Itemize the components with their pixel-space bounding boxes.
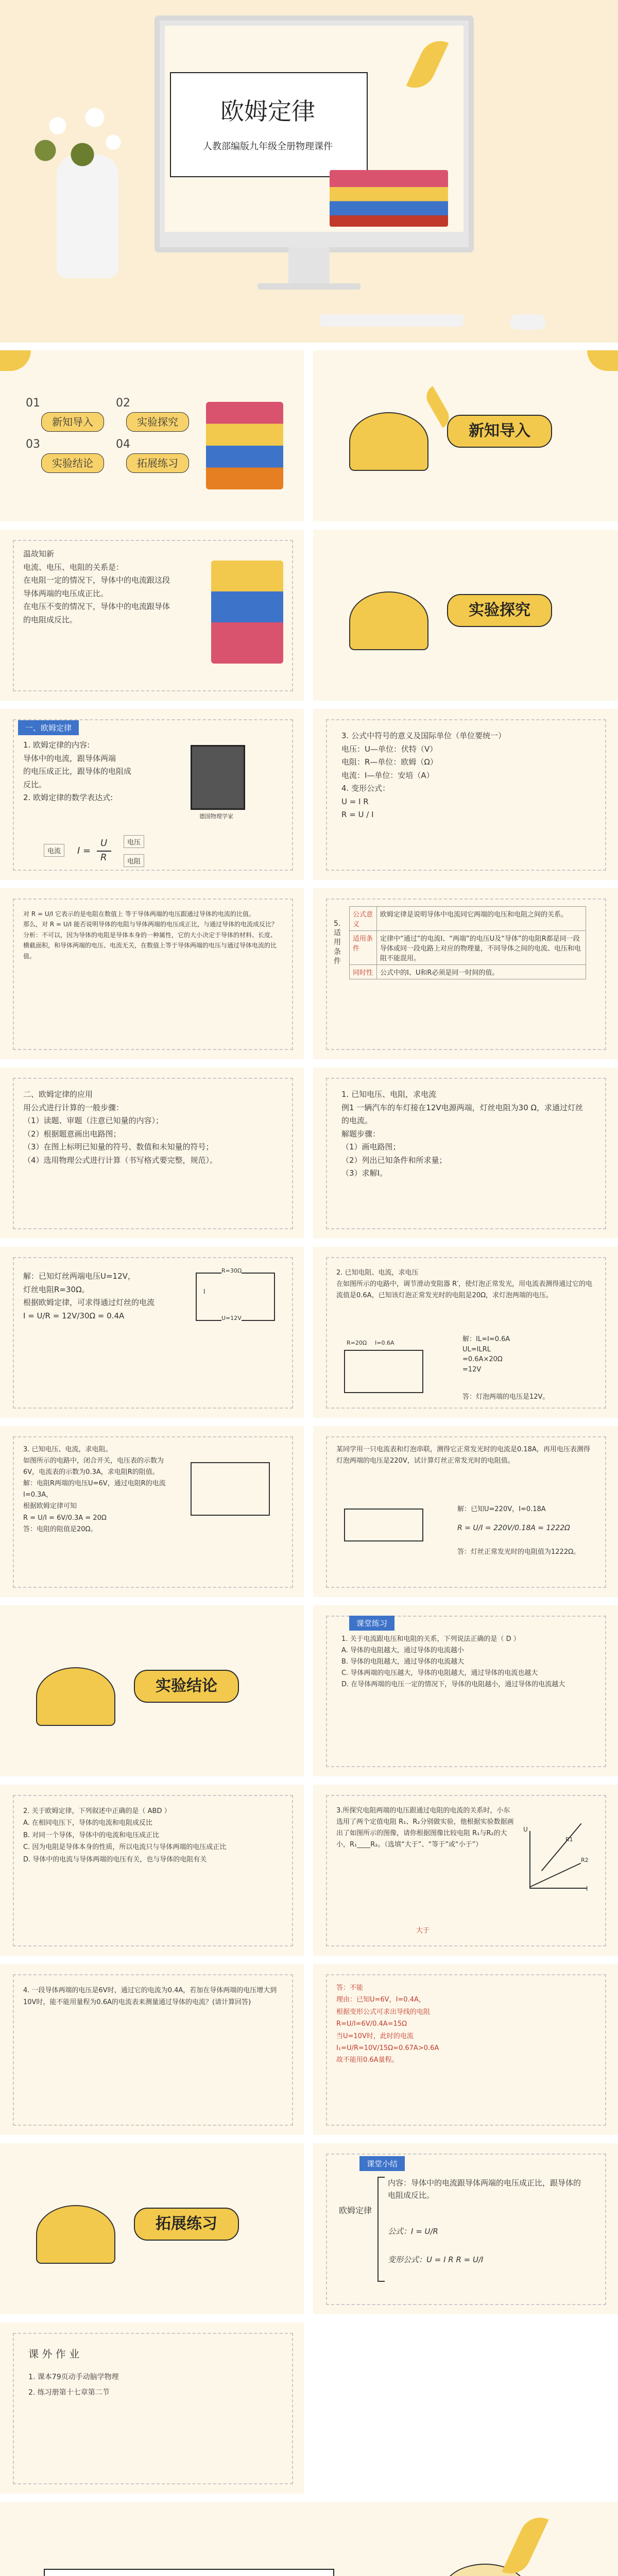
toc-item-3[interactable]: 实验结论 [41,453,104,473]
example1-solution-slide [0,1247,304,1418]
graph-label-r1: R1 [565,1836,573,1843]
label-resistance: 电阻 [124,854,144,867]
formula-bar [97,851,111,852]
quiz1-text: 1. 关于电流跟电压和电阻的关系，下列说法正确的是（ D ） A. 导体的电阻越大，通过导体的电流越小 B. 导体的电阻越大，通过导体的电流越大 C. 导体两端的电压越大，导体的电阻越大，通过导体的电流也越大 D. 在导体两端的电压一定的情况下，导体的电阻越小，通过导体的电流越大 [341,1635,565,1689]
table-row: 同时性 公式中的I、U和R必须是同一时间的值。 [350,965,586,979]
corner-accent [587,350,618,371]
applicable-side-label: 5. 适用条件 [334,920,341,965]
ending-title-box [44,2569,334,2576]
example2-text: 2. 已知电阻、电流，求电压 在如图所示的电路中，调节滑动变阻器 R′，使灯泡正常发光，用电流表测得通过它的电流值是0.6A，已知该灯泡正常发光时的电阻是20Ω，求灯泡两端的电压。 [336,1269,593,1300]
toc-slide [0,350,304,521]
quill-icon [502,2511,548,2576]
summary-tab: 课堂小结 [359,2156,405,2171]
toc-num-3: 03 [26,438,40,451]
formula-meaning-slide [0,888,304,1059]
law-text: 1. 欧姆定律的内容: 导体中的电流，跟导体两端 的电压成正比，跟导体的电阻成 反比。 2. 欧姆定律的数学表达式: [23,740,132,802]
open-book-icon [349,591,428,650]
lamp-calc: 解：已知U=220V，I=0.18A [457,1505,546,1513]
toc-item-2[interactable]: 实验探究 [126,412,189,432]
section-title-intro: 新知导入 [447,415,552,448]
meaning-text: 对 R = U/I 它表示的是电阻在数值上 等于导体两端的电压跟通过导体的电流的比值。 那么，对 R = U/I 能否说明导体的电阻与导体两端的电压成正比，与通过导体的电流成反比？ 分析：不可以，因为导体的电阻是导体本身的一种属性，它的大小决定于导体的材料、长度、横截面积，和导体两端的电压、电流无关，在数值上等于导体两端的电压与通过导体电流的比值。 [23,910,278,960]
lamp-text: 某同学用一只电流表和灯泡串联，测得它正常发光时的电流是0.18A，再用电压表测得灯泡两端的电压是220V，试计算灯丝正常发光时的电阻值。 [336,1446,590,1465]
ui-graph [529,1831,587,1889]
graph-axis-i: I [586,1885,588,1892]
summary-bracket [377,2177,385,2282]
summary-row: 内容：导体中的电流跟导体两端的电压成正比，跟导体的电阻成反比。 [388,2178,581,2200]
label-current: 电流 [44,844,64,857]
solution-text: 解：已知灯丝两端电压U=12V， 灯丝电阻R=30Ω。 根据欧姆定律，可求得通过灯丝的电流 I = U/R = 12V/30Ω = 0.4A [23,1272,155,1320]
homework-item-1: 1. 课本79页动手动脑学物理 [28,2373,119,2381]
section-title-explore: 实验探究 [447,594,552,627]
circuit-diagram [344,1350,423,1393]
table-row: 公式意义 欧姆定律是说明导体中电流同它两端的电压和电阻之间的关系。 [350,907,586,931]
graph-label-r2: R2 [581,1857,589,1863]
units-slide [313,709,618,880]
book-illustration [206,402,283,489]
toc-num-2: 02 [116,397,130,410]
circuit-i-label: I [203,1288,205,1295]
circuit-r-label: R=20Ω [347,1340,367,1346]
review-text: 温故知新 电流、电压、电阻的关系是： 在电阻一定的情况下，导体中的电流跟这段 导体两端的电压成正比。 在电压不变的情况下，导体中的电流跟导体 的电阻成反比。 [23,549,170,624]
homework-item-2: 2. 练习册第十七章第二节 [28,2388,110,2397]
exercise-lamp-slide [313,1426,618,1597]
summary-slide [313,2143,618,2314]
circuit-i-label: I=0.6A [375,1340,394,1346]
circuit-diagram [196,1273,275,1321]
corner-accent [0,350,31,371]
table-row: 适用条件 定律中“通过”的电流I、“两端”的电压U及“导体”的电阻R都是同一段导体或同一段电路上对应的物理量，不同导体之间的电流、电压和电阻不能混用。 [350,931,586,965]
units-text: 3. 公式中符号的意义及国际单位（单位要统一） 电压：U—单位：伏特（V） 电阻：R—单位：欧姆（Ω） 电流：I—单位：安培（A） 4. 变形公式： U = I R R = U / I [341,731,506,819]
example1-slide [313,1067,618,1239]
lamp-formula: R = U/I = 220V/0.18A ≈ 1222Ω [457,1524,570,1532]
graph-axis-u: U [523,1826,528,1833]
open-book-icon [349,412,428,471]
formula-u: U [100,838,108,849]
mouse [510,314,546,330]
practice-section-slide [0,2143,304,2314]
toc-item-1[interactable]: 新知导入 [41,412,104,432]
quiz4-answer-slide [313,1964,618,2135]
example2-slide [313,1247,618,1418]
quiz-tab: 课堂练习 [349,1616,394,1631]
quiz2-slide [0,1785,304,1956]
book-illustration [211,561,283,664]
book-stack [330,170,448,227]
lamp-answer: 答：灯丝正常发光时的电阻值为1222Ω。 [457,1548,580,1556]
quiz3-text: 3.所探究电阻两端的电压跟通过电阻的电流的关系时，小东选用了两个定值电阻 R₁、R₂分别做实验，他根据实验数据画出了如图所示的图像，请你根据图像比较电阻 R₁与R₂的大小，R₁____R₂。（选填“大于”、“等于”或“小于”） [336,1807,514,1849]
formula-i: I = [77,845,91,856]
flowers [21,93,144,175]
steps-text: 二、欧姆定律的应用 用公式进行计算的一般步骤： （1）读题、审题（注意已知量的内容）； （2）根据题意画出电路图； （3）在图上标明已知量的符号、数值和未知量的符号； （4）选用物理公式进行计算（书写格式要完整，规范）。 [23,1090,218,1165]
portrait-caption: 德国物理学家 [199,813,233,820]
circuit-diagram [344,1509,423,1541]
circuit-r-label: R=30Ω [221,1267,242,1274]
applicable-slide [313,888,618,1059]
law-slide [0,709,304,880]
answer-text: 答：灯泡两端的电压是12V。 [462,1393,550,1401]
quiz4-text: 4. 一段导体两端的电压是6V时，通过它的电流为0.4A，若加在导体两端的电压增大到10V时，能不能用量程为0.6A的电流表来测量通过导体的电流？(请计算回答) [23,1987,277,2007]
circuit-diagram [191,1462,270,1516]
calc-text: 解：IL=I=0.6A UL=ILRL =0.6A×20Ω =12V [462,1335,510,1374]
monitor-stand [288,247,330,283]
quiz2-text: 2. 关于欧姆定律，下列叙述中正确的是（ ABD ） A. 在相同电压下，导体的电流和电阻成反比 B. 对同一个导体，导体中的电流和电压成正比 C. 因为电阻是导体本身的性质，所以电流只与导体两端的电压成正比 D. 导体中的电流与导体两端的电压有关，也与导体的电阻有关 [23,1807,227,1863]
review-slide [0,530,304,701]
cover-title: 欧姆定律 [220,97,315,125]
conclusion-section-slide [0,1605,304,1776]
open-book-icon [36,1667,115,1726]
application-steps-slide [0,1067,304,1239]
homework-slide [0,2323,304,2494]
example1-text: 1. 已知电压、电阻，求电流 例1 一辆汽车的车灯接在12V电源两端，灯丝电阻为30 Ω，求通过灯丝的电流。 解题步骤： （1）画电路图； （2）列出已知条件和所求量； （3）求解I。 [341,1090,583,1178]
quiz1-slide [313,1605,618,1776]
explore-section-slide [313,530,618,701]
quiz3-slide [313,1785,618,1956]
summary-side: 欧姆定律 [339,2206,372,2215]
homework-title: 课 外 作 业 [28,2348,80,2360]
applicable-table [349,906,586,979]
quiz4-slide [0,1964,304,2135]
law-tab: 一、欧姆定律 [18,720,79,735]
toc-num-1: 01 [26,397,40,410]
portrait-ohm [191,745,245,810]
intro-section-slide [313,350,618,521]
circuit-u-label: U=12V [221,1315,242,1321]
cover-slide [0,0,618,343]
quiz4-answer-text: 答：不能 理由：已知U=6V，I=0.4A， 根据变形公式可求出导线的电阻 R=U/I=6V/0.4A=15Ω 当U=10V时，此时的电流 I₁=U/R=10V/15Ω≈0.67A>0.6A 故不能用0.6A量程。 [336,1984,439,2064]
summary-row: 变形公式：U = I R R = U/I [388,2255,484,2264]
toc-item-4[interactable]: 拓展练习 [126,453,189,473]
formula-r: R [100,852,107,863]
section-title-practice: 拓展练习 [134,2208,239,2241]
ending-slide [0,2502,618,2576]
example3-text: 3. 已知电压、电流，求电阻。 如图所示的电路中，闭合开关，电压表的示数为6V，电流表的示数为0.3A，求电阻R的阻值。 解：电阻R两端的电压U=6V，通过电阻R的电流I=0.3A， 根据欧姆定律可知 R = U/I = 6V/0.3A = 20Ω 答：电阻的阻值是20Ω。 [23,1446,166,1533]
monitor-base [258,283,360,290]
summary-row: 公式：I = U/R [388,2227,438,2236]
quiz3-answer: 大于 [416,1927,430,1935]
open-book-icon [36,2205,115,2264]
toc-num-4: 04 [116,438,130,451]
section-title-conclusion: 实验结论 [134,1670,239,1703]
keyboard [319,314,464,327]
label-voltage: 电压 [124,835,144,848]
cover-subtitle: 人教部编版九年级全册物理课件 [203,141,333,152]
example3-slide [0,1426,304,1597]
